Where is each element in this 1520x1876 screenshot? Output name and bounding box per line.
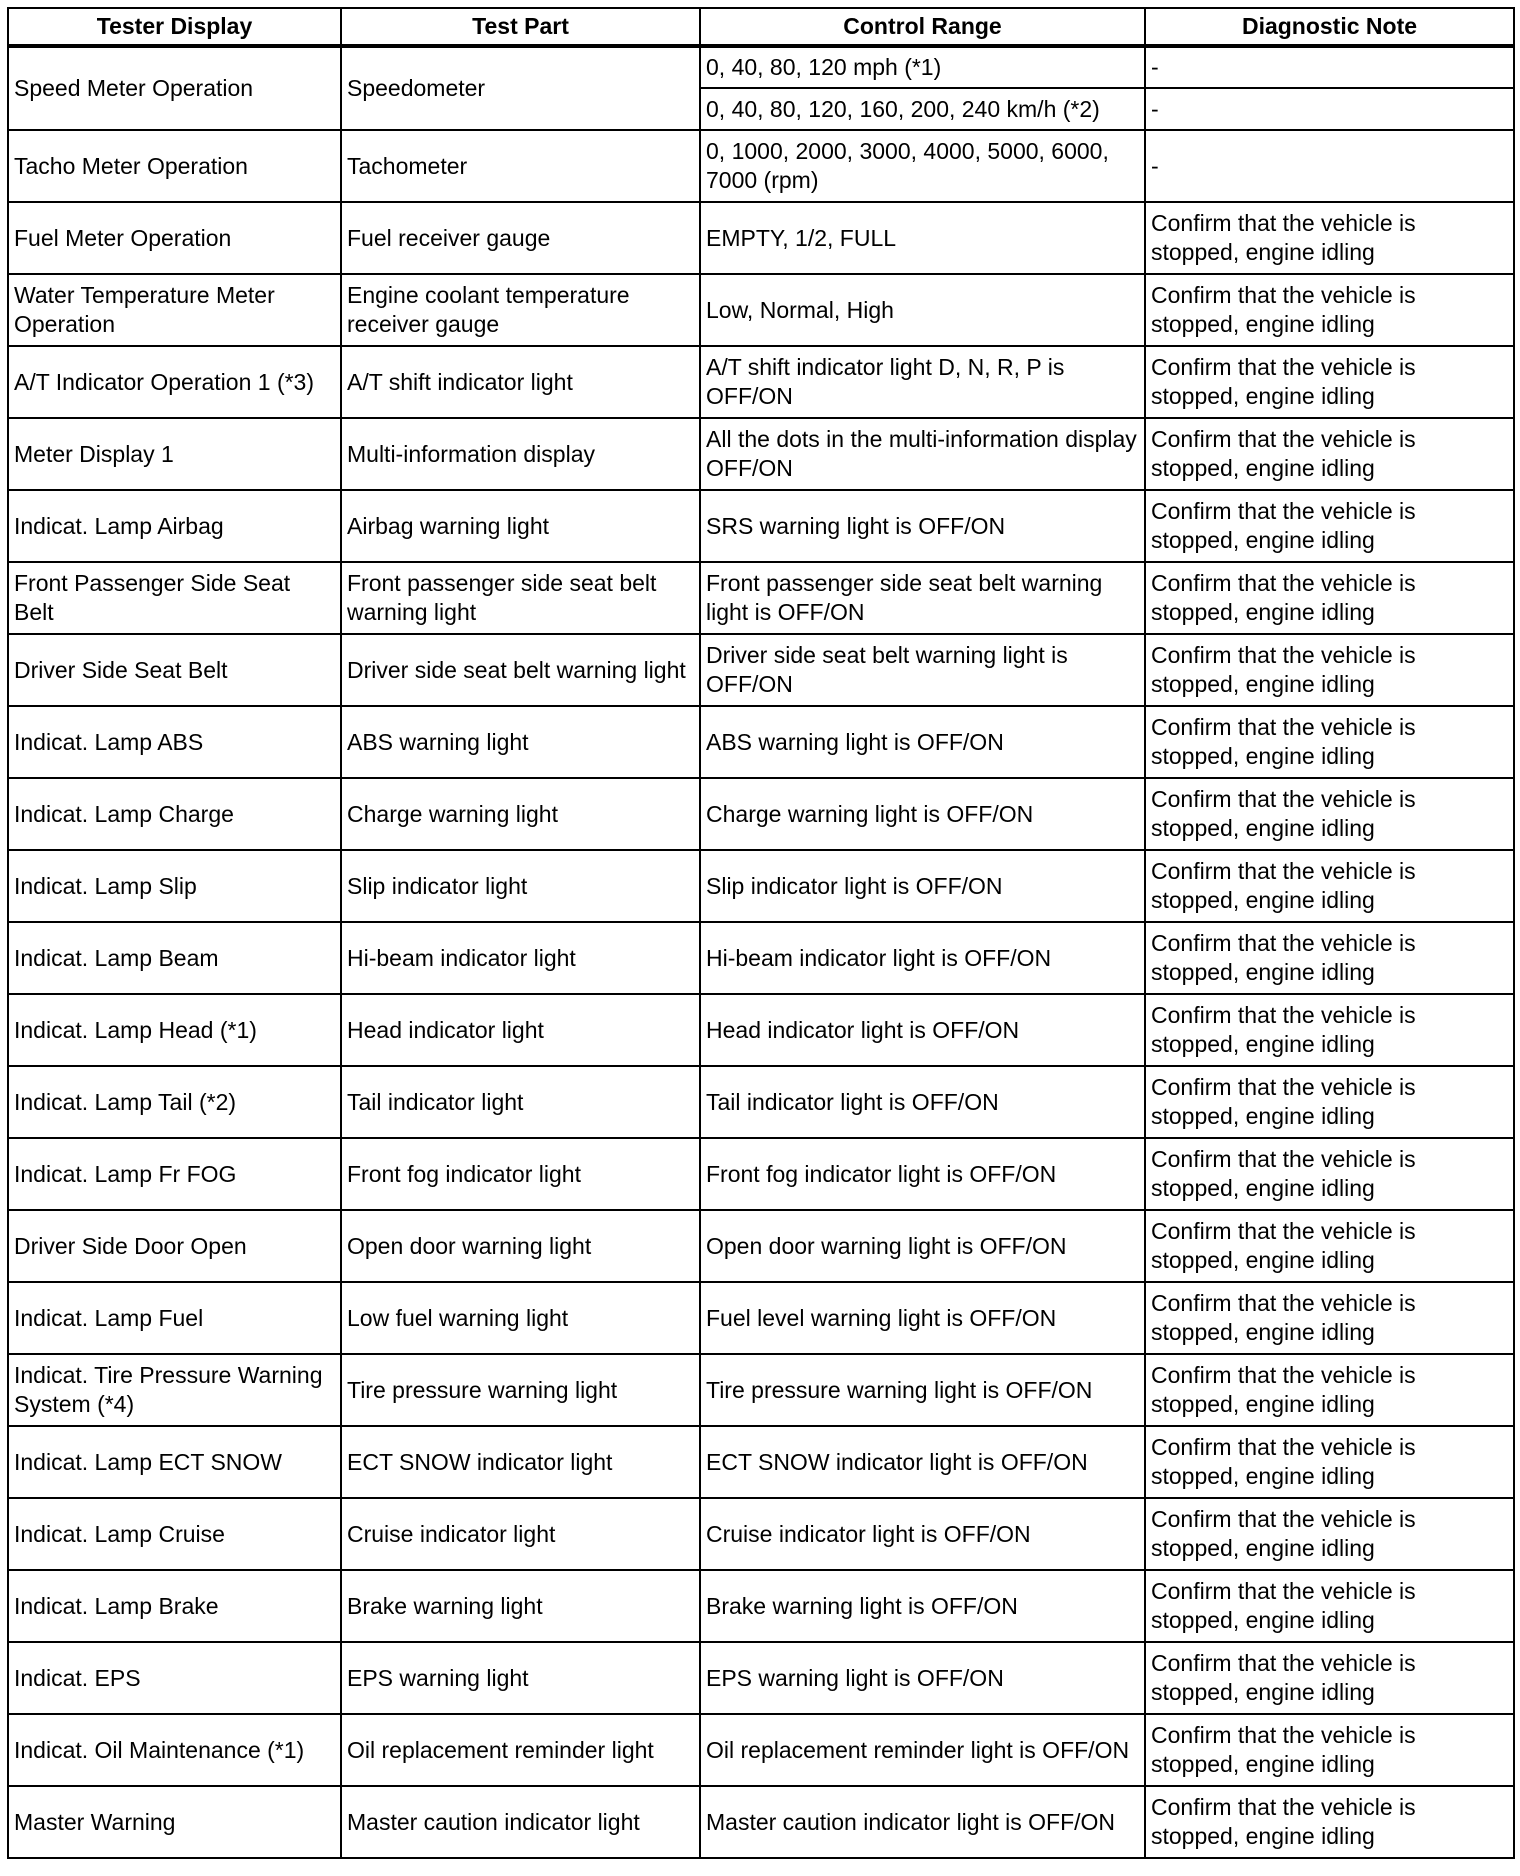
table-row [8,1426,1514,1498]
table-row [8,1210,1514,1282]
table-row [8,202,1514,274]
cell-diagnostic-note: Confirm that the vehicle is stopped, engine idling [1145,1354,1514,1426]
table-row [8,706,1514,778]
cell-tester-display: Speed Meter Operation [8,46,341,130]
cell-control-range: EMPTY, 1/2, FULL [700,202,1145,274]
cell-test-part: Oil replacement reminder light [341,1714,700,1786]
cell-test-part: Cruise indicator light [341,1498,700,1570]
cell-control-range: Oil replacement reminder light is OFF/ON [700,1714,1145,1786]
cell-tester-display: Indicat. Lamp ABS [8,706,341,778]
cell-diagnostic-note: Confirm that the vehicle is stopped, engine idling [1145,1138,1514,1210]
cell-control-range: All the dots in the multi-information display OFF/ON [700,418,1145,490]
cell-test-part: A/T shift indicator light [341,346,700,418]
cell-test-part: Tire pressure warning light [341,1354,700,1426]
table-row [8,130,1514,202]
table-row [8,778,1514,850]
cell-test-part: Brake warning light [341,1570,700,1642]
table-row [8,418,1514,490]
cell-test-part: Front fog indicator light [341,1138,700,1210]
cell-tester-display: Indicat. Lamp Cruise [8,1498,341,1570]
cell-diagnostic-note: Confirm that the vehicle is stopped, engine idling [1145,1210,1514,1282]
cell-test-part: Charge warning light [341,778,700,850]
cell-test-part: Driver side seat belt warning light [341,634,700,706]
cell-diagnostic-note: - [1145,130,1514,202]
cell-diagnostic-note: Confirm that the vehicle is stopped, engine idling [1145,202,1514,274]
cell-test-part: Front passenger side seat belt warning light [341,562,700,634]
cell-tester-display: Indicat. Lamp Fuel [8,1282,341,1354]
cell-tester-display: Front Passenger Side Seat Belt [8,562,341,634]
cell-diagnostic-note: - [1145,88,1514,130]
table-row [8,850,1514,922]
cell-diagnostic-note: Confirm that the vehicle is stopped, engine idling [1145,418,1514,490]
table-row [8,1786,1514,1858]
cell-control-range: 0, 40, 80, 120 mph (*1) [700,46,1145,88]
cell-diagnostic-note: Confirm that the vehicle is stopped, engine idling [1145,1570,1514,1642]
table-row [8,1282,1514,1354]
cell-diagnostic-note: Confirm that the vehicle is stopped, engine idling [1145,1282,1514,1354]
cell-test-part: ECT SNOW indicator light [341,1426,700,1498]
cell-control-range: 0, 40, 80, 120, 160, 200, 240 km/h (*2) [700,88,1145,130]
cell-diagnostic-note: Confirm that the vehicle is stopped, engine idling [1145,274,1514,346]
cell-control-range: Master caution indicator light is OFF/ON [700,1786,1145,1858]
cell-control-range: ABS warning light is OFF/ON [700,706,1145,778]
cell-control-range: Hi-beam indicator light is OFF/ON [700,922,1145,994]
cell-control-range: Charge warning light is OFF/ON [700,778,1145,850]
cell-test-part: Tachometer [341,130,700,202]
cell-diagnostic-note: Confirm that the vehicle is stopped, engine idling [1145,850,1514,922]
table-row [8,634,1514,706]
cell-tester-display: Master Warning [8,1786,341,1858]
cell-diagnostic-note: Confirm that the vehicle is stopped, engine idling [1145,634,1514,706]
cell-diagnostic-note: Confirm that the vehicle is stopped, engine idling [1145,490,1514,562]
table-row [8,1498,1514,1570]
cell-tester-display: Driver Side Door Open [8,1210,341,1282]
cell-test-part: Tail indicator light [341,1066,700,1138]
cell-diagnostic-note: Confirm that the vehicle is stopped, engine idling [1145,922,1514,994]
cell-test-part: Head indicator light [341,994,700,1066]
cell-test-part: Engine coolant temperature receiver gauge [341,274,700,346]
cell-control-range: Cruise indicator light is OFF/ON [700,1498,1145,1570]
cell-test-part: Airbag warning light [341,490,700,562]
table-row [8,1642,1514,1714]
cell-tester-display: Driver Side Seat Belt [8,634,341,706]
cell-diagnostic-note: Confirm that the vehicle is stopped, engine idling [1145,1066,1514,1138]
cell-tester-display: Fuel Meter Operation [8,202,341,274]
cell-diagnostic-note: Confirm that the vehicle is stopped, engine idling [1145,1714,1514,1786]
cell-control-range: 0, 1000, 2000, 3000, 4000, 5000, 6000, 7000 (rpm) [700,130,1145,202]
cell-diagnostic-note: Confirm that the vehicle is stopped, engine idling [1145,1786,1514,1858]
table-header [8,8,1514,46]
cell-test-part: Multi-information display [341,418,700,490]
active-test-table [7,7,1515,1859]
cell-test-part: Fuel receiver gauge [341,202,700,274]
cell-tester-display: Water Temperature Meter Operation [8,274,341,346]
table-row [8,346,1514,418]
header-diagnostic-note: Diagnostic Note [1145,8,1514,46]
cell-diagnostic-note: Confirm that the vehicle is stopped, engine idling [1145,778,1514,850]
cell-diagnostic-note: Confirm that the vehicle is stopped, engine idling [1145,706,1514,778]
cell-control-range: Low, Normal, High [700,274,1145,346]
cell-test-part: Speedometer [341,46,700,130]
cell-control-range: Driver side seat belt warning light is OFF/ON [700,634,1145,706]
cell-control-range: Brake warning light is OFF/ON [700,1570,1145,1642]
table-row [8,562,1514,634]
table-row [8,922,1514,994]
cell-diagnostic-note: Confirm that the vehicle is stopped, engine idling [1145,1498,1514,1570]
cell-tester-display: Indicat. EPS [8,1642,341,1714]
cell-tester-display: Indicat. Lamp ECT SNOW [8,1426,341,1498]
cell-control-range: Front passenger side seat belt warning light is OFF/ON [700,562,1145,634]
cell-test-part: Master caution indicator light [341,1786,700,1858]
cell-tester-display: Indicat. Lamp Slip [8,850,341,922]
cell-control-range: ECT SNOW indicator light is OFF/ON [700,1426,1145,1498]
table-row [8,1714,1514,1786]
cell-tester-display: Indicat. Lamp Airbag [8,490,341,562]
cell-tester-display: Indicat. Lamp Fr FOG [8,1138,341,1210]
cell-control-range: Fuel level warning light is OFF/ON [700,1282,1145,1354]
table-row [8,46,1514,88]
table-body [8,46,1514,1858]
cell-tester-display: Indicat. Oil Maintenance (*1) [8,1714,341,1786]
table-row [8,1138,1514,1210]
cell-tester-display: Indicat. Lamp Tail (*2) [8,1066,341,1138]
header-control-range: Control Range [700,8,1145,46]
cell-tester-display: Indicat. Lamp Head (*1) [8,994,341,1066]
table-row [8,274,1514,346]
cell-test-part: Open door warning light [341,1210,700,1282]
cell-diagnostic-note: Confirm that the vehicle is stopped, engine idling [1145,994,1514,1066]
cell-diagnostic-note: - [1145,46,1514,88]
cell-tester-display: A/T Indicator Operation 1 (*3) [8,346,341,418]
cell-control-range: SRS warning light is OFF/ON [700,490,1145,562]
cell-control-range: EPS warning light is OFF/ON [700,1642,1145,1714]
cell-diagnostic-note: Confirm that the vehicle is stopped, engine idling [1145,1426,1514,1498]
header-tester-display: Tester Display [8,8,341,46]
header-test-part: Test Part [341,8,700,46]
cell-test-part: Slip indicator light [341,850,700,922]
cell-tester-display: Indicat. Lamp Charge [8,778,341,850]
cell-tester-display: Meter Display 1 [8,418,341,490]
cell-control-range: A/T shift indicator light D, N, R, P is OFF/ON [700,346,1145,418]
cell-control-range: Tire pressure warning light is OFF/ON [700,1354,1145,1426]
cell-control-range: Open door warning light is OFF/ON [700,1210,1145,1282]
cell-tester-display: Indicat. Lamp Beam [8,922,341,994]
header-row [8,8,1514,46]
cell-diagnostic-note: Confirm that the vehicle is stopped, engine idling [1145,562,1514,634]
cell-control-range: Front fog indicator light is OFF/ON [700,1138,1145,1210]
cell-test-part: EPS warning light [341,1642,700,1714]
table-row [8,490,1514,562]
cell-tester-display: Tacho Meter Operation [8,130,341,202]
cell-diagnostic-note: Confirm that the vehicle is stopped, engine idling [1145,1642,1514,1714]
cell-diagnostic-note: Confirm that the vehicle is stopped, engine idling [1145,346,1514,418]
cell-tester-display: Indicat. Lamp Brake [8,1570,341,1642]
cell-control-range: Slip indicator light is OFF/ON [700,850,1145,922]
cell-tester-display: Indicat. Tire Pressure Warning System (*4) [8,1354,341,1426]
cell-control-range: Tail indicator light is OFF/ON [700,1066,1145,1138]
cell-control-range: Head indicator light is OFF/ON [700,994,1145,1066]
table-row [8,1570,1514,1642]
table-row [8,1066,1514,1138]
cell-test-part: ABS warning light [341,706,700,778]
table-row [8,1354,1514,1426]
cell-test-part: Low fuel warning light [341,1282,700,1354]
cell-test-part: Hi-beam indicator light [341,922,700,994]
table-row [8,994,1514,1066]
